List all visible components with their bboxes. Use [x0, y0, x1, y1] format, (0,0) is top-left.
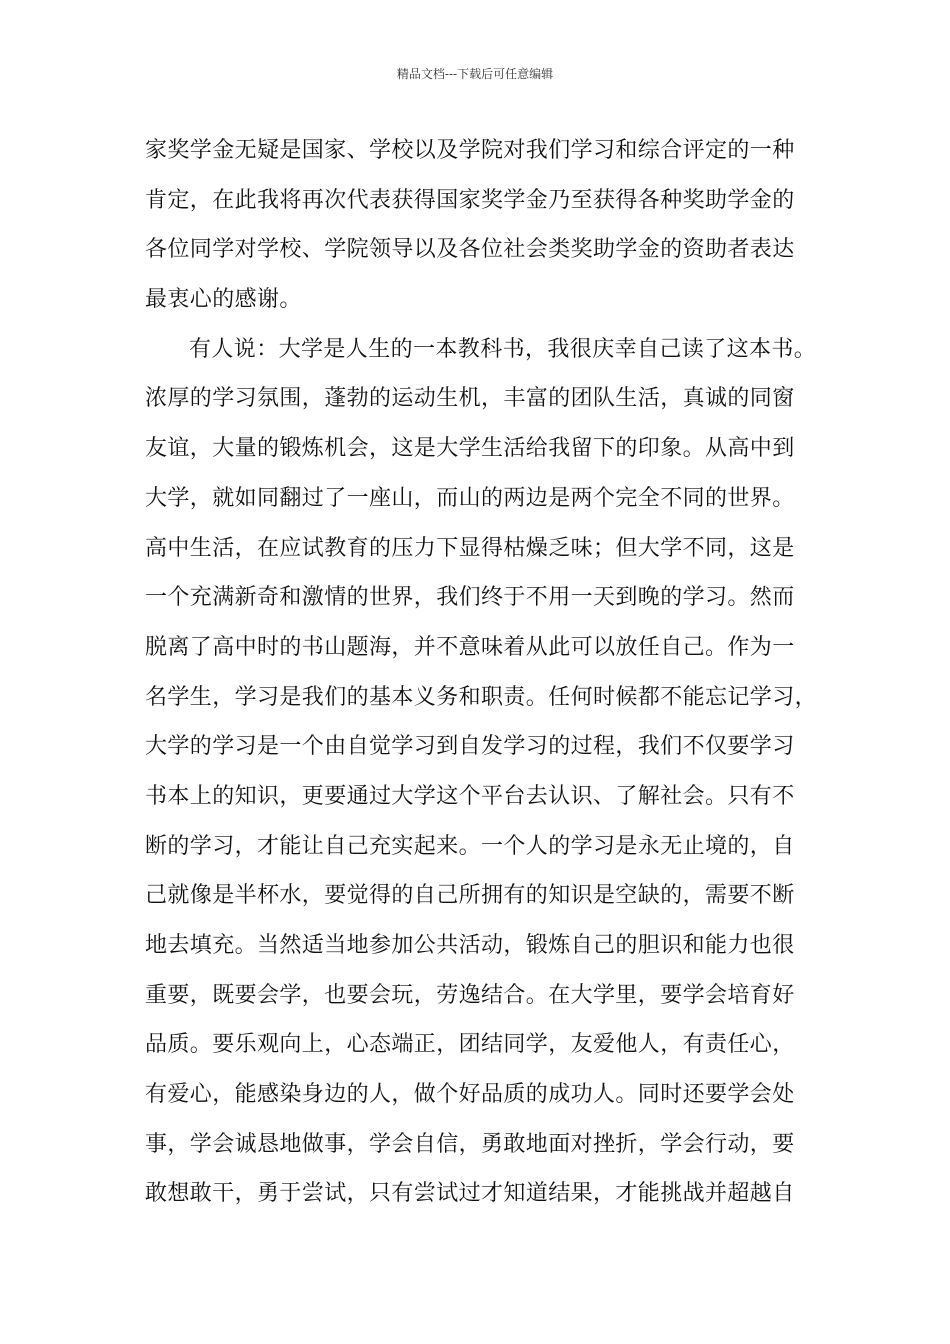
document-body	[145, 126, 825, 1219]
text-line: 大学的学习是一个由自觉学习到自发学习的过程，我们不仅要学习	[145, 734, 795, 760]
text-line: 各位同学对学校、学院领导以及各位社会类奖助学金的资助者表达	[145, 237, 795, 263]
text-line: 己就像是半杯水，要觉得的自己所拥有的知识是空缺的，需要不断	[145, 883, 795, 909]
page-header: 精品文档---下载后可任意编辑	[396, 67, 554, 81]
paragraph-first-line: 有人说：大学是人生的一本教科书，我很庆幸自己读了这本书。	[189, 336, 817, 362]
text-line: 重要，既要会学，也要会玩，劳逸结合。在大学里，要学会培育好	[145, 982, 795, 1008]
text-line: 地去填充。当然适当地参加公共活动，锻炼自己的胆识和能力也很	[145, 933, 795, 958]
text-line: 事，学会诚恳地做事，学会自信，勇敢地面对挫折，学会行动，要	[145, 1131, 795, 1157]
text-line: 友谊，大量的锻炼机会，这是大学生活给我留下的印象。从高中到	[145, 436, 795, 462]
text-line: 肯定，在此我将再次代表获得国家奖学金乃至获得各种奖助学金的	[145, 187, 795, 213]
text-line: 品质。要乐观向上，心态端正，团结同学，友爱他人，有责任心，	[145, 1032, 795, 1058]
text-line: 脱离了高中时的书山题海，并不意味着从此可以放任自己。作为一	[145, 634, 795, 660]
text-line: 有爱心，能感染身边的人，做个好品质的成功人。同时还要学会处	[145, 1082, 795, 1108]
text-line: 一个充满新奇和激情的世界，我们终于不用一天到晚的学习。然而	[145, 585, 795, 611]
text-line: 大学，就如同翻过了一座山，而山的两边是两个完全不同的世界。	[145, 485, 795, 511]
text-line: 浓厚的学习氛围，蓬勃的运动生机，丰富的团队生活，真诚的同窗	[145, 386, 795, 412]
text-line: 最衷心的感谢。	[145, 287, 302, 313]
text-line: 断的学习，才能让自己充实起来。一个人的学习是永无止境的，自	[145, 833, 795, 859]
text-line: 名学生，学习是我们的基本义务和职责。任何时候都不能忘记学习，	[145, 684, 818, 710]
text-line: 高中生活，在应试教育的压力下显得枯燥乏味；但大学不同，这是	[145, 535, 795, 561]
text-line: 书本上的知识，更要通过大学这个平台去认识、了解社会。只有不	[145, 783, 795, 809]
text-line: 敢想敢干，勇于尝试，只有尝试过才知道结果，才能挑战并超越自	[145, 1181, 795, 1207]
text-line: 家奖学金无疑是国家、学校以及学院对我们学习和综合评定的一种	[145, 138, 795, 163]
